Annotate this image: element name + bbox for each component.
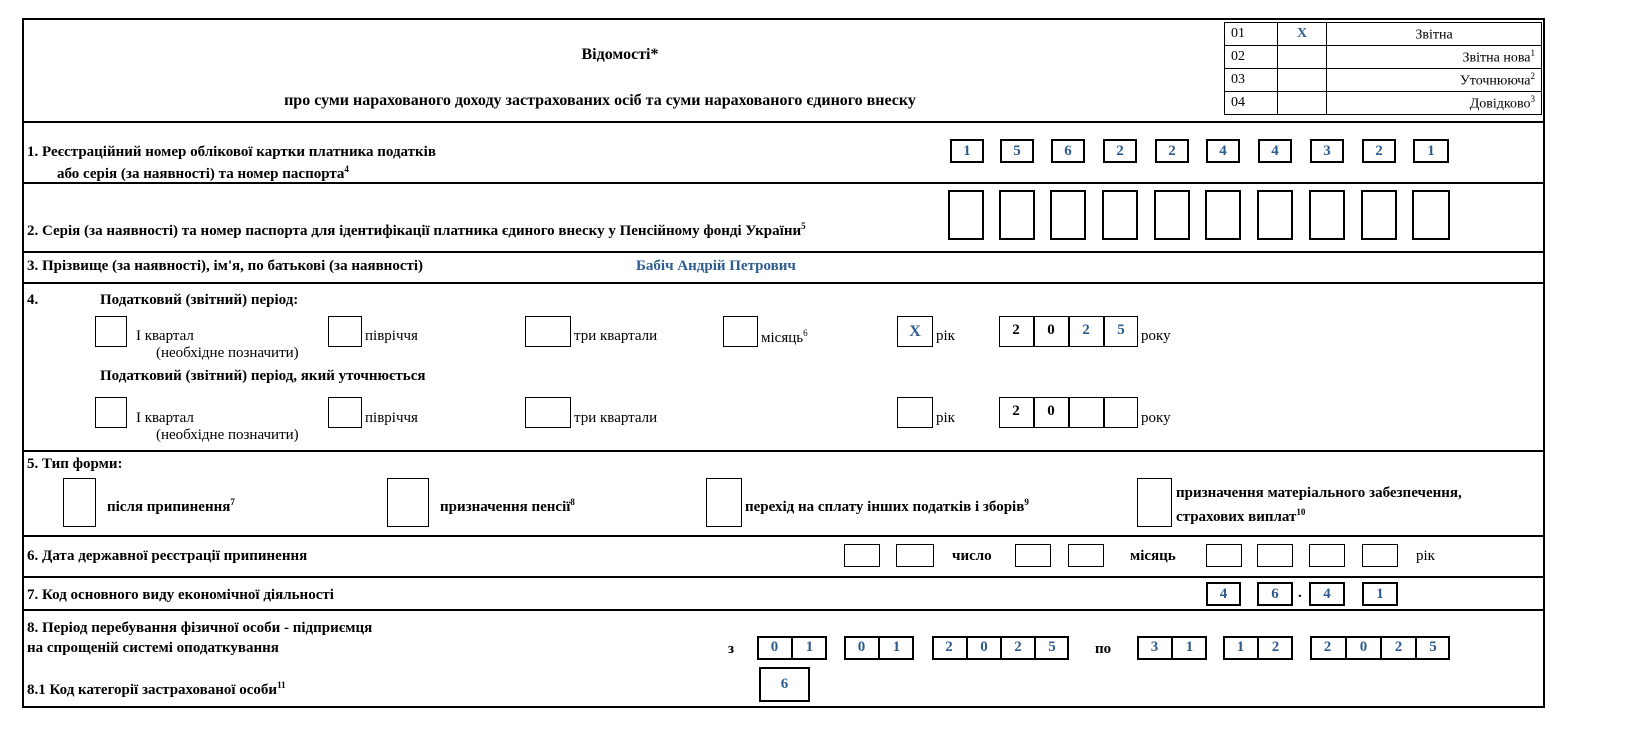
report-type-code: 02 xyxy=(1225,46,1278,69)
to-digit[interactable]: 3 xyxy=(1150,639,1159,655)
s2-label: 2. Серія (за наявності) та номер паспорта для ідентифікації платника єдиного внеску у Пенсійному фонді України xyxy=(27,223,802,239)
frame-top xyxy=(22,18,1545,20)
tax-transfer-label: перехід на сплату інших податків і зборів xyxy=(745,499,1025,515)
from-digit[interactable]: 2 xyxy=(945,639,953,655)
material-support-label-line2: страхових виплат xyxy=(1176,509,1297,525)
from-digit[interactable]: 0 xyxy=(770,639,779,655)
s81-label: 8.1 Код категорії застрахованої особи xyxy=(27,682,278,698)
termination-year-box[interactable] xyxy=(1206,544,1242,567)
year-corr-digit[interactable]: 2 xyxy=(1012,403,1020,419)
insured-category-code[interactable]: 6 xyxy=(759,667,810,702)
to-digit[interactable]: 2 xyxy=(1394,639,1403,655)
kved-digit[interactable]: 4 xyxy=(1309,582,1345,606)
q1-label: І квартал xyxy=(136,328,194,344)
divider xyxy=(22,535,1545,537)
q1-note: (необхідне позначити) xyxy=(156,345,299,361)
rnokpp-digit[interactable]: 6 xyxy=(1051,139,1085,163)
s5-label: 5. Тип форми: xyxy=(27,456,123,472)
rnokpp-digit[interactable]: 5 xyxy=(1000,139,1034,163)
year-digit[interactable]: 5 xyxy=(1117,322,1125,338)
form-subtitle: про суми нарахованого доходу застрахованих осіб та суми нарахованого єдиного внеску xyxy=(284,92,916,109)
passport-digit-box[interactable] xyxy=(1412,190,1450,240)
year-corr-digit[interactable]: 0 xyxy=(1047,403,1055,419)
s4-number: 4. xyxy=(27,292,39,308)
frame-bottom xyxy=(22,706,1545,708)
q1-corr-label: І квартал xyxy=(136,410,194,426)
rnokpp-digit[interactable]: 2 xyxy=(1362,139,1396,163)
to-digit[interactable]: 2 xyxy=(1323,639,1332,655)
s4-title2: Податковий (звітний) період, який уточнюється xyxy=(100,368,426,384)
year-corr-suffix: року xyxy=(1141,410,1171,426)
from-digit[interactable]: 1 xyxy=(805,639,814,655)
rnokpp-digit[interactable]: 2 xyxy=(1103,139,1137,163)
insured-person-name[interactable]: Бабіч Андрій Петрович xyxy=(636,258,796,274)
year-corr-label: рік xyxy=(936,410,955,426)
pension-checkbox[interactable] xyxy=(387,478,429,527)
divider xyxy=(22,609,1545,611)
kved-digit[interactable]: 6 xyxy=(1257,582,1293,606)
from-digit[interactable]: 2 xyxy=(1014,639,1022,655)
year-label: рік xyxy=(936,328,955,344)
report-type-mark[interactable]: X xyxy=(1278,23,1327,46)
divider xyxy=(22,576,1545,578)
passport-digit-box[interactable] xyxy=(999,190,1035,240)
after-termination-checkbox[interactable] xyxy=(63,478,96,527)
q1-checkbox[interactable] xyxy=(95,316,127,347)
report-type-row[interactable]: 04 Довідково$^3$ xyxy=(1225,92,1542,115)
three-quarters-corr-checkbox[interactable] xyxy=(525,397,571,428)
report-type-code: 04 xyxy=(1225,92,1278,115)
passport-digit-box[interactable] xyxy=(1154,190,1190,240)
to-label: по xyxy=(1095,641,1112,657)
termination-day-box[interactable] xyxy=(896,544,934,567)
report-type-table xyxy=(1224,22,1542,115)
termination-year-box[interactable] xyxy=(1362,544,1398,567)
half-year-checkbox[interactable] xyxy=(328,316,362,347)
report-type-label: Уточнююча xyxy=(1459,73,1531,89)
report-type-code: 03 xyxy=(1225,69,1278,92)
from-digit[interactable]: 1 xyxy=(892,639,901,655)
half-year-corr-checkbox[interactable] xyxy=(328,397,362,428)
kved-dot: . xyxy=(1298,585,1302,601)
kved-digit[interactable]: 1 xyxy=(1362,582,1398,606)
rnokpp-digit[interactable]: 3 xyxy=(1310,139,1344,163)
passport-digit-box[interactable] xyxy=(948,190,984,240)
rnokpp-digit[interactable]: 4 xyxy=(1258,139,1292,163)
rnokpp-digit[interactable]: 1 xyxy=(1413,139,1449,163)
to-digit[interactable]: 1 xyxy=(1236,639,1245,655)
year-digit[interactable]: 2 xyxy=(1012,322,1020,338)
to-digit[interactable]: 1 xyxy=(1185,639,1194,655)
termination-month-box[interactable] xyxy=(1068,544,1104,567)
material-support-checkbox[interactable] xyxy=(1137,478,1172,527)
to-digit[interactable]: 2 xyxy=(1271,639,1280,655)
s6-label: 6. Дата державної реєстрації припинення xyxy=(27,548,308,564)
material-support-label-line1: призначення матеріального забезпечення, xyxy=(1176,485,1462,501)
from-digit[interactable]: 0 xyxy=(980,639,988,655)
to-digit[interactable]: 5 xyxy=(1429,639,1437,655)
report-type-label: Звітна xyxy=(1415,27,1453,43)
report-type-label: Довідково xyxy=(1469,96,1531,112)
rnokpp-digit[interactable]: 2 xyxy=(1155,139,1189,163)
month-label: місяць xyxy=(761,330,804,346)
divider xyxy=(22,251,1545,253)
report-type-mark[interactable] xyxy=(1278,46,1327,69)
s1-label-line2: або серія (за наявності) та номер паспорта xyxy=(57,166,345,182)
s7-label: 7. Код основного виду економічної діяльності xyxy=(27,587,334,603)
year-label-s6: рік xyxy=(1416,548,1435,564)
year-digit[interactable]: 0 xyxy=(1047,322,1055,338)
month-label-s6: місяць xyxy=(1130,548,1176,564)
termination-year-box[interactable] xyxy=(1257,544,1293,567)
day-label: число xyxy=(952,548,992,564)
divider xyxy=(22,450,1545,452)
report-type-row[interactable]: 02 Звітна нова$^1$ xyxy=(1225,46,1542,69)
report-type-label: Звітна нова xyxy=(1462,50,1531,66)
year-digit[interactable]: 2 xyxy=(1082,322,1090,338)
rnokpp-digit[interactable]: 4 xyxy=(1206,139,1240,163)
year-checkbox[interactable]: X xyxy=(897,316,933,347)
q1-corr-checkbox[interactable] xyxy=(95,397,127,428)
s3-label: 3. Прізвище (за наявності), ім'я, по батькові (за наявності) xyxy=(27,258,424,274)
report-type-row[interactable] xyxy=(1225,23,1542,46)
divider xyxy=(22,121,1545,123)
three-quarters-checkbox[interactable] xyxy=(525,316,571,347)
divider xyxy=(22,282,1545,284)
year-digit-divider xyxy=(1103,397,1105,428)
s4-title: Податковий (звітний) період: xyxy=(100,292,299,308)
year-digit-divider xyxy=(1068,397,1070,428)
report-type-mark[interactable] xyxy=(1278,69,1327,92)
pension-label: призначення пенсії xyxy=(440,499,571,515)
month-checkbox[interactable] xyxy=(723,316,758,347)
s1-label-line1: 1. Реєстраційний номер облікової картки платника податків xyxy=(27,144,436,160)
year-suffix: року xyxy=(1141,328,1171,344)
report-type-mark[interactable] xyxy=(1278,92,1327,115)
three-quarters-corr-label: три квартали xyxy=(574,410,658,426)
passport-digit-box[interactable] xyxy=(1102,190,1138,240)
tax-transfer-checkbox[interactable] xyxy=(706,478,742,527)
from-digit[interactable]: 5 xyxy=(1048,639,1056,655)
rnokpp-digit[interactable]: 1 xyxy=(950,139,984,163)
year-corr-checkbox[interactable] xyxy=(897,397,933,428)
half-year-label: півріччя xyxy=(365,328,418,344)
from-label: з xyxy=(728,641,735,657)
passport-digit-box[interactable] xyxy=(1050,190,1086,240)
passport-digit-box[interactable] xyxy=(1361,190,1397,240)
termination-month-box[interactable] xyxy=(1015,544,1051,567)
half-year-corr-label: півріччя xyxy=(365,410,418,426)
q1-corr-note: (необхідне позначити) xyxy=(156,427,299,443)
from-digit[interactable]: 0 xyxy=(857,639,866,655)
s8-label-line1: 8. Період перебування фізичної особи - підприємця xyxy=(27,620,373,636)
kved-digit[interactable]: 4 xyxy=(1206,582,1241,606)
to-digit[interactable]: 0 xyxy=(1359,639,1368,655)
termination-year-box[interactable] xyxy=(1309,544,1345,567)
termination-day-box[interactable] xyxy=(844,544,880,567)
passport-digit-box[interactable] xyxy=(1257,190,1293,240)
report-type-row[interactable]: 03 Уточнююча$^2$ xyxy=(1225,69,1542,92)
s8-label-line2: на спрощеній системі оподаткування xyxy=(27,640,279,656)
passport-digit-box[interactable] xyxy=(1309,190,1345,240)
report-type-code: 01 xyxy=(1225,23,1278,46)
after-termination-label: після припинення xyxy=(107,499,231,515)
passport-digit-box[interactable] xyxy=(1205,190,1241,240)
form-title: Відомості* xyxy=(581,46,659,63)
three-quarters-label: три квартали xyxy=(574,328,658,344)
